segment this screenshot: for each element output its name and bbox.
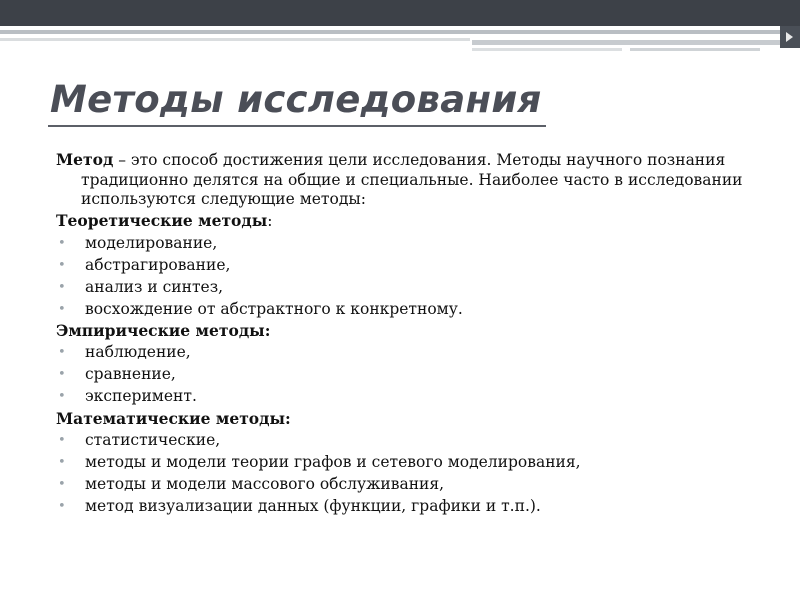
intro-term: Метод <box>56 150 114 169</box>
section-heading <box>56 211 766 232</box>
bullet-icon: • <box>58 345 66 360</box>
list-item <box>56 387 766 407</box>
list-item <box>56 497 766 517</box>
list-item-text: наблюдение, <box>85 343 191 361</box>
section-heading-text: Эмпирические методы: <box>56 321 271 340</box>
list-item-text: моделирование, <box>85 233 218 252</box>
bullet-icon: • <box>58 279 66 295</box>
method-list <box>56 234 766 320</box>
bullet-icon: • <box>58 389 66 404</box>
section-heading-text: Математические методы: <box>56 408 291 428</box>
decorative-stripe <box>472 48 622 51</box>
section-heading <box>56 409 766 429</box>
list-item <box>56 234 766 254</box>
bullet-icon: • <box>58 235 66 251</box>
list-item-text: восхождение от абстрактного к конкретному. <box>85 299 463 318</box>
bullet-icon: • <box>58 498 66 514</box>
list-item-text: анализ и синтез, <box>85 277 224 296</box>
bullet-icon: • <box>58 257 66 273</box>
list-item <box>56 256 766 276</box>
section-heading <box>56 321 766 341</box>
decorative-stripe <box>472 40 800 45</box>
intro-text: – это способ достижения цели исследования. Методы научного познания традиционно делятся на общие и специальные. Наиболее часто в исследовании используются следующие методы: <box>81 151 743 208</box>
decorative-stripe <box>0 38 470 41</box>
play-arrow-icon <box>786 32 793 42</box>
top-decorative-band <box>0 0 800 26</box>
list-item-text: статистические, <box>85 430 221 449</box>
method-list <box>56 343 766 407</box>
list-item <box>56 343 766 363</box>
list-item-text: эксперимент. <box>85 387 197 405</box>
list-item-text: сравнение, <box>85 365 176 383</box>
slide-title: Методы исследования <box>50 78 542 121</box>
slide-body <box>56 150 766 516</box>
bullet-icon: • <box>58 476 66 492</box>
decorative-stripe <box>630 48 760 51</box>
list-item-text: методы и модели теории графов и сетевого моделирования, <box>85 452 581 471</box>
list-item-text: абстрагирование, <box>85 255 231 274</box>
sections <box>56 211 766 517</box>
decorative-stripe <box>0 30 800 34</box>
bullet-icon: • <box>58 301 66 317</box>
method-list <box>56 431 766 517</box>
title-underline <box>48 125 546 127</box>
bullet-icon: • <box>58 454 66 470</box>
list-item-text: методы и модели массового обслуживания, <box>85 474 445 493</box>
next-slide-tab[interactable] <box>780 26 800 48</box>
list-item <box>56 300 766 320</box>
list-item <box>56 475 766 495</box>
intro-paragraph <box>56 150 766 210</box>
list-item <box>56 453 766 473</box>
list-item <box>56 278 766 298</box>
bullet-icon: • <box>58 432 66 448</box>
list-item <box>56 365 766 385</box>
bullet-icon: • <box>58 367 66 382</box>
list-item <box>56 431 766 451</box>
section-heading-suffix: : <box>267 211 273 230</box>
list-item-text: метод визуализации данных (функции, графики и т.п.). <box>85 496 541 515</box>
section-heading-text: Теоретические методы <box>56 210 268 230</box>
